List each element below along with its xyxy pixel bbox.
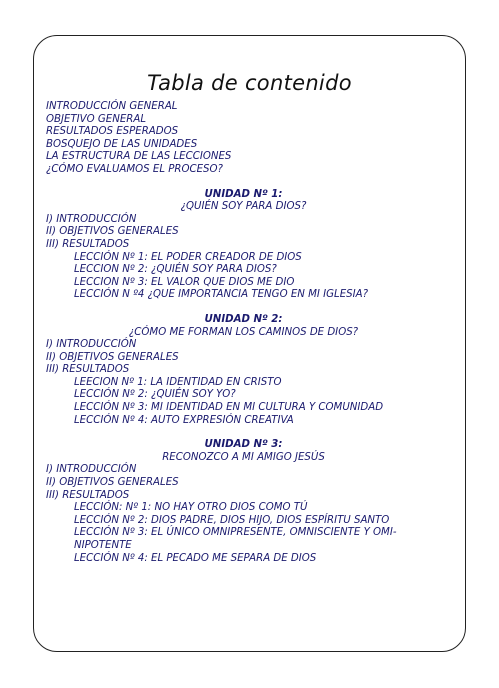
section-entry[interactable]: I) INTRODUCCIÓN — [46, 213, 137, 225]
lesson-entry[interactable]: LECCIÓN Nº 4: EL PECADO ME SEPARA DE DIOS — [74, 552, 317, 564]
section-entry[interactable]: I) INTRODUCCIÓN — [46, 464, 137, 476]
section-entry[interactable]: I) INTRODUCCIÓN — [46, 339, 137, 351]
section-entry[interactable]: III) RESULTADOS — [46, 489, 130, 501]
lesson-entry[interactable]: LECCION Nº 2: ¿QUIÉN SOY PARA DIOS? — [74, 264, 277, 276]
toc-entry[interactable]: LA ESTRUCTURA DE LAS LECCIONES — [46, 151, 232, 163]
section-entry[interactable]: II) OBJETIVOS GENERALES — [46, 351, 179, 363]
toc-entry[interactable]: BOSQUEJO DE LAS UNIDADES — [46, 138, 198, 150]
lesson-entry[interactable]: LECCIÓN Nº 4: AUTO EXPRESIÓN CREATIVA — [74, 414, 294, 426]
section-entry[interactable]: III) RESULTADOS — [46, 238, 130, 250]
unit-heading[interactable]: UNIDAD Nº 1: — [204, 188, 283, 200]
table-of-contents — [46, 101, 466, 565]
lesson-entry[interactable]: LECCIÓN Nº 2: ¿QUIÉN SOY YO? — [74, 389, 236, 401]
toc-entry[interactable]: RESULTADOS ESPERADOS — [46, 126, 179, 138]
unit-subtitle[interactable]: ¿QUIÉN SOY PARA DIOS? — [180, 201, 307, 213]
lesson-entry[interactable]: LECCIÓN Nº 3: EL ÚNICO OMNIPRESENTE, OMNISCIENTE Y OMI- — [74, 527, 397, 539]
lesson-entry-continuation[interactable]: NIPOTENTE — [74, 540, 132, 551]
unit-heading[interactable]: UNIDAD Nº 3: — [204, 439, 283, 451]
lesson-entry[interactable]: LECCIÓN: Nº 1: NO HAY OTRO DIOS COMO TÚ — [74, 502, 308, 514]
lesson-entry[interactable]: LEECION Nº 1: LA IDENTIDAD EN CRISTO — [74, 376, 282, 388]
toc-entry[interactable]: ¿CÓMO EVALUAMOS EL PROCESO? — [46, 163, 223, 175]
lesson-entry[interactable]: LECCIÓN Nº 3: MI IDENTIDAD EN MI CULTURA Y COMUNIDAD — [74, 402, 384, 414]
lesson-entry[interactable]: LECCIÓN Nº 1: EL PODER CREADOR DE DIOS — [74, 251, 302, 263]
lesson-entry[interactable]: LECCION Nº 3: EL VALOR QUE DIOS ME DIO — [74, 276, 295, 288]
page-title: Tabla de contenido — [147, 71, 352, 95]
lesson-entry[interactable]: LECCIÓN N º4 ¿QUE IMPORTANCIA TENGO EN MI IGLESIA? — [74, 289, 369, 301]
lesson-entry[interactable]: LECCIÓN Nº 2: DIOS PADRE, DIOS HIJO, DIOS ESPÍRITU SANTO — [74, 514, 390, 526]
section-entry[interactable]: II) OBJETIVOS GENERALES — [46, 477, 179, 489]
toc-entry[interactable]: OBJETIVO GENERAL — [46, 113, 147, 125]
unit-subtitle[interactable]: RECONOZCO A MI AMIGO JESÚS — [162, 451, 325, 463]
toc-entry[interactable]: INTRODUCCIÓN GENERAL — [46, 101, 178, 112]
unit-heading[interactable]: UNIDAD Nº 2: — [204, 313, 283, 325]
section-entry[interactable]: III) RESULTADOS — [46, 364, 130, 376]
section-entry[interactable]: II) OBJETIVOS GENERALES — [46, 226, 179, 238]
unit-subtitle[interactable]: ¿CÓMO ME FORMAN LOS CAMINOS DE DIOS? — [128, 326, 359, 338]
